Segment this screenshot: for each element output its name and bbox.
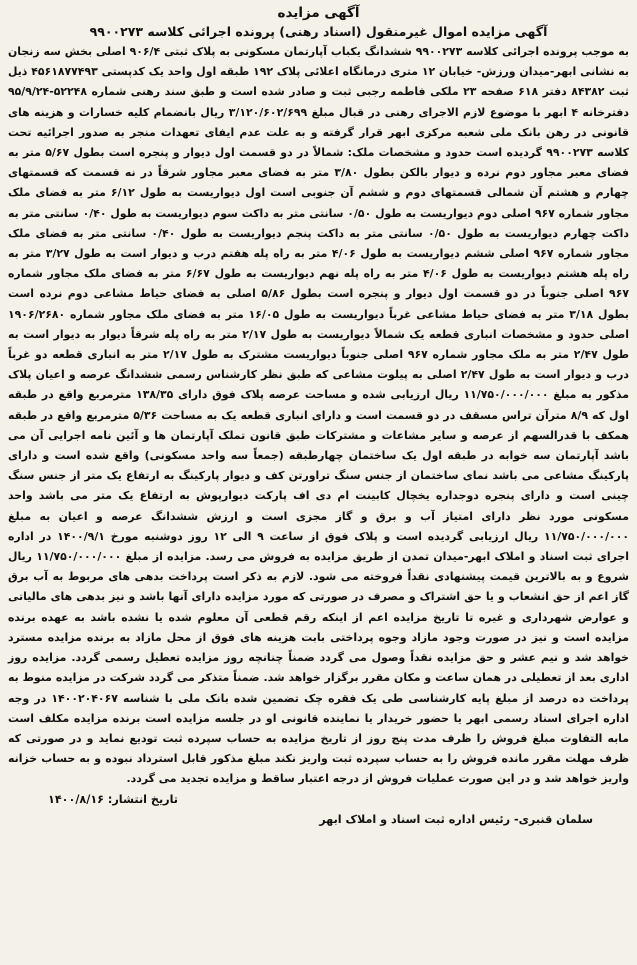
notice-subtitle: آگهی مزایده اموال غیرمنقول (اسناد رهنی) پرونده اجرائی کلاسه ۹۹۰۰۲۷۳ xyxy=(89,24,548,39)
notice-body: به موجب پرونده اجرائی کلاسه ۹۹۰۰۲۷۳ ششدانگ یکباب آپارتمان مسکونی به پلاک ثبتی ۹۰۶/۴ اصلی بخش سه زنجان به نشانی ابهر-میدان ورزش- خیابان ۱۲ متری درمانگاه اعلائی پلاک ۱۹۲ طبقه اول واحد یک کدپستی ۴۵۶۱۸۷۷۴۹۳ ذیل ثبت ۸۴۳۸۲ دفتر ۶۱۸ صفحه ۲۳ ملکی فاطمه رجبی ثبت و صادر شده است و طبق سند رهنی شماره ۵۲۲۴۸-۹۵/۹/۲۴ دفترخانه ۴ ابهر با موضوع لازم الاجرای رهنی در قبال مبلغ ۳/۱۲۰/۶۰۲/۶۹۹ ریال بانضمام کلیه خسارات و هزینه های قانونی در رهن بانک ملی شعبه مرکزی ابهر قرار گرفته و به علت عدم ایفای تعهدات منجر به صدور اجرائیه تحت کلاسه ۹۹۰۰۲۷۳ گردیده است حدود و مشخصات ملک: شمالاً در دو قسمت اول دیوار و پنجره است بطول ۵/۶۷ متر به فضای معبر مجاور دوم نرده و دیوار بالکن بطول ۳/۸۰ متر به فضای معبر مجاور شرقاً در نه قسمت که قسمتهای چهارم و هشتم آن شمالی قسمتهای دوم و ششم آن جنوبی است اول دیواریست به طول ۶/۱۲ متر به فضای ملک مجاور شماره ۹۶۷ اصلی دوم دیواریست به طول ۰/۵۰ سانتی متر به داکت سوم دیواریست به طول ۰/۴۰ سانتی متر به داکت چهارم دیواریست به طول ۰/۵۰ سانتی متر به داکت پنجم دیواریست به طول ۰/۴۰ سانتی متر به فضای ملک مجاور شماره ۹۶۷ اصلی ششم دیواریست به طول ۴/۰۶ متر به راه پله هفتم درب و دیوار است به طول ۳/۲۷ متر به راه پله هشتم دیواریست به طول ۴/۰۶ متر به راه پله نهم دیواریست به طول ۶/۶۷ متر به فضای ملک مجاور شماره ۹۶۷ اصلی جنوباً در دو قسمت اول دیوار و پنجره است بطول ۵/۸۶ اصلی به فضای حیاط مشاعی دوم نرده است بطول ۳/۱۸ متر به فضای حیاط مشاعی غرباً دیواریست به طول ۱۶/۰۵ متر به فضای ملک مجاور شماره ۱۹۰۶/۲۶۸۰ اصلی حدود و مشخصات انباری قطعه یک شمالاً دیواریست به طول ۲/۱۷ متر به راه پله شرقاً دیوار به دیوار است به طول ۲/۴۷ متر به ملک مجاور شماره ۹۶۷ اصلی جنوباً دیواریست مشترک به طول ۲/۱۷ متر به انباری قطعه دو غرباً درب و دیوار است به طول ۲/۴۷ اصلی به پیلوت مشاعی که طبق نظر کارشناس رسمی ششدانگ عرصه و اعیان پلاک مذکور به مبلغ ۱۱/۷۵۰/۰۰۰/۰۰۰ ریال ارزیابی شده و مساحت عرصه پلاک فوق دارای ۱۳۸/۳۵ مترمربع واقع در طبقه اول که ۸/۹ مترآن تراس مسقف در دو قسمت است و دارای انباری قطعه یک به مساحت ۵/۳۶ مترمربع واقع در طبقه همکف با قدرالسهم از عرصه و سایر مشاعات و مشترکات طبق قانون تملک آپارتمان ها و آئین نامه اجرایی آن می باشد آپارتمان سه خوابه در طبقه اول یک ساختمان چهارطبقه (جمعاً سه واحد مسکونی) واقع شده است و دارای پارکینگ مشاعی می باشد نمای ساختمان از جنس سنگ تراورتن کف و دیوار پارکینگ به ارتفاع یک متر از جنس سنگ چینی است و دارای پنجره دوجداره یخچال کابینت ام دی اف پارکت دیوارپوش به ارتفاع یک متر می باشد واحد مسکونی مورد نظر دارای امتیاز آب و برق و گاز مجزی است و ارزش ششدانگ عرصه و اعیان به مبلغ ۱۱/۷۵۰/۰۰۰/۰۰۰ ریال ارزیابی گردیده است و پلاک فوق از ساعت ۹ الی ۱۲ روز دوشنبه مورخ ۱۴۰۰/۹/۱ در اداره اجرای ثبت اسناد و املاک ابهر-میدان تمدن از طریق مزایده به فروش می رسد. مزایده از مبلغ ۱۱/۷۵۰/۰۰۰/۰۰۰ ریال شروع و به بالاترین قیمت پیشنهادی نقداً فروخته می شود. لازم به ذکر است پرداخت بدهی های مربوط به آب برق گاز اعم از حق انشعاب و یا حق اشتراک و مصرف در صورتی که مورد مزایده دارای آنها باشد و نیز بدهی های مالیاتی و عوارض شهرداری و غیره تا تاریخ مزایده اعم از اینکه رقم قطعی آن معلوم شده یا نشده باشد به عهده برنده مزایده است و نیز در صورت وجود مازاد وجوه پرداختی بابت هزینه های فوق از محل مازاد به برنده مزایده مسترد خواهد شد و نیم عشر و حق مزایده نقداً وصول می گردد ضمناً چنانچه روز مزایده تعطیل رسمی گردد. مزایده روز اداری بعد از تعطیلی در همان ساعت و مکان مقرر برگزار خواهد شد. ضمناً متذکر می گردد شرکت در مزایده منوط به پرداخت ده درصد از مبلغ پایه کارشناسی طی یک فقره چک تضمین شده بانک ملی با شناسه ۱۴۰۰۲۰۴۰۶۷ در وجه اداره اجرای اسناد رسمی ابهر یا حضور خریدار یا نماینده قانونی او در جلسه مزایده است برنده مزایده مکلف است مابه التفاوت مبلغ فروش را ظرف مدت پنج روز از تاریخ مزایده به حساب سپرده ثبت تودیع نماید و در صورتی که ظرف مهلت مقرر مانده فروش را به حساب سپرده ثبت واریز نکند مبلغ مذکور قابل استرداد نبوده و به حساب خزانه واریز خواهد شد و در این صورت عملیات فروش از درجه اعتبار ساقط و مزایده تجدید می گردد. xyxy=(8,45,630,786)
notice-footer xyxy=(8,790,629,830)
signature: سلمان قنبری- رئیس اداره ثبت اسناد و املاک ابهر xyxy=(319,812,593,826)
notice-title: آگهی مزایده xyxy=(277,5,360,21)
publication-date: تاریخ انتشار: ۱۴۰۰/۸/۱۶ xyxy=(48,792,178,806)
